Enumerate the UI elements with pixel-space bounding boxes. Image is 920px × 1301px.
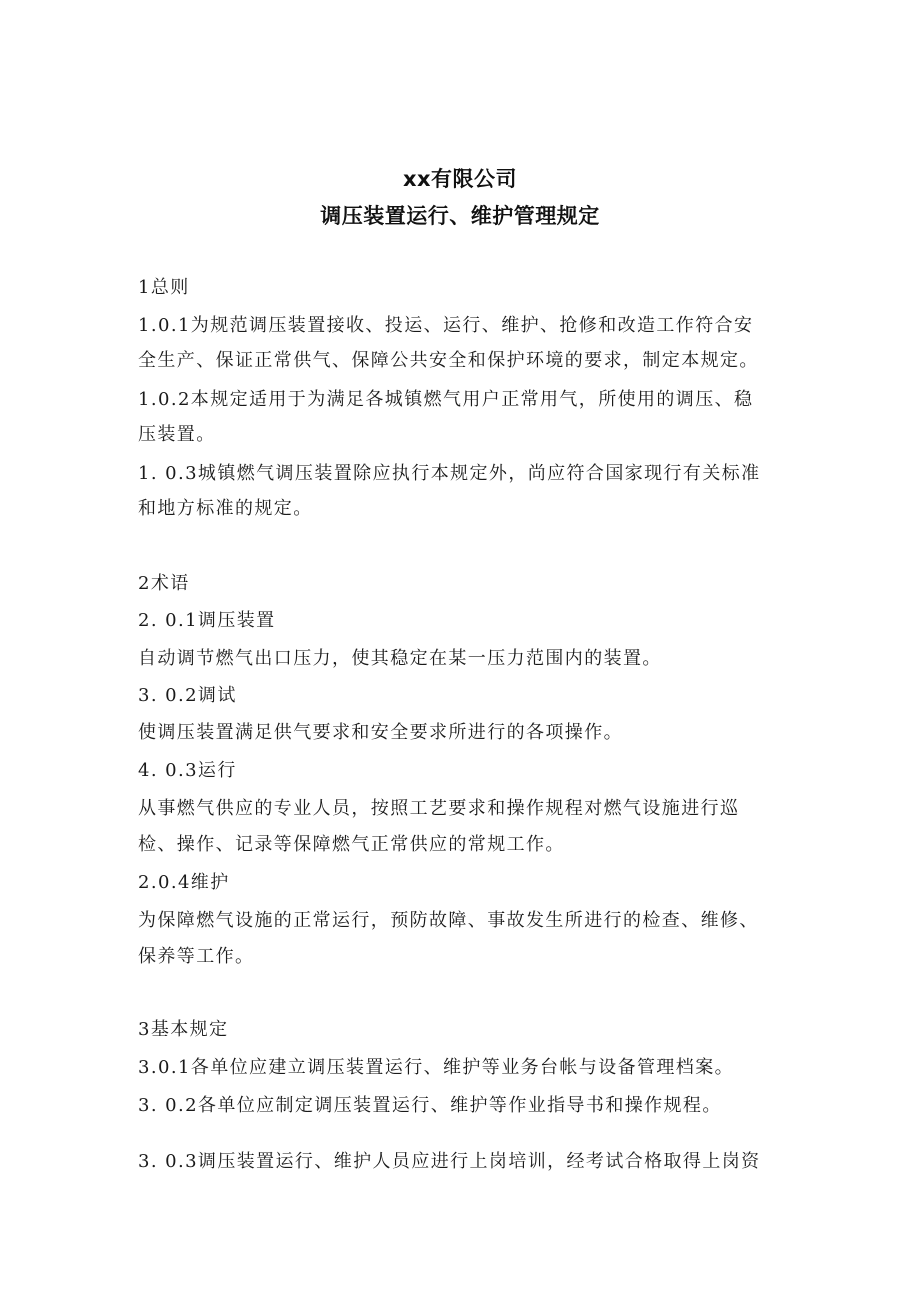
- term-3-0-2: 3. 0.2调试: [138, 685, 237, 706]
- rule-3-0-1: 3.0.1各单位应建立调压装置运行、维护等业务台帐与设备管理档案。: [138, 1057, 734, 1078]
- clause-1-0-3: 1. 0.3城镇燃气调压装置除应执行本规定外，尚应符合国家现行有关标准: [138, 463, 761, 484]
- term-4-0-3-def-cont: 检、操作、记录等保障燃气正常供应的常规工作。: [138, 834, 565, 855]
- term-3-0-2-def: 使调压装置满足供气要求和安全要求所进行的各项操作。: [138, 722, 623, 743]
- clause-1-0-3-cont: 和地方标准的规定。: [138, 498, 313, 519]
- term-2-0-4: 2.0.4维护: [138, 872, 230, 893]
- section-heading-terms: 2术语: [138, 573, 190, 594]
- term-2-0-1: 2. 0.1调压装置: [138, 610, 276, 631]
- term-2-0-4-def-cont: 保养等工作。: [138, 946, 255, 967]
- term-4-0-3: 4. 0.3运行: [138, 760, 237, 781]
- section-heading-basic-rules: 3基本规定: [138, 1019, 229, 1040]
- company-name: xx有限公司: [402, 167, 518, 191]
- rule-3-0-2: 3. 0.2各单位应制定调压装置运行、维护等作业指导书和操作规程。: [138, 1095, 722, 1116]
- clause-1-0-1-cont: 全生产、保证正常供气、保障公共安全和保护环境的要求，制定本规定。: [138, 350, 759, 371]
- rule-3-0-3: 3. 0.3调压装置运行、维护人员应进行上岗培训，经考试合格取得上岗资: [138, 1151, 761, 1172]
- clause-1-0-2: 1.0.2本规定适用于为满足各城镇燃气用户正常用气，所使用的调压、稳: [138, 389, 754, 410]
- clause-1-0-1: 1.0.1为规范调压装置接收、投运、运行、维护、抢修和改造工作符合安: [138, 315, 754, 336]
- term-2-0-4-def: 为保障燃气设施的正常运行，预防故障、事故发生所进行的检查、维修、: [138, 910, 759, 931]
- section-heading-general: 1总则: [138, 277, 190, 298]
- document-title: 调压装置运行、维护管理规定: [320, 204, 600, 228]
- term-2-0-1-def: 自动调节燃气出口压力，使其稳定在某一压力范围内的装置。: [138, 648, 662, 669]
- term-4-0-3-def: 从事燃气供应的专业人员，按照工艺要求和操作规程对燃气设施进行巡: [138, 798, 740, 819]
- clause-1-0-2-cont: 压装置。: [138, 424, 216, 445]
